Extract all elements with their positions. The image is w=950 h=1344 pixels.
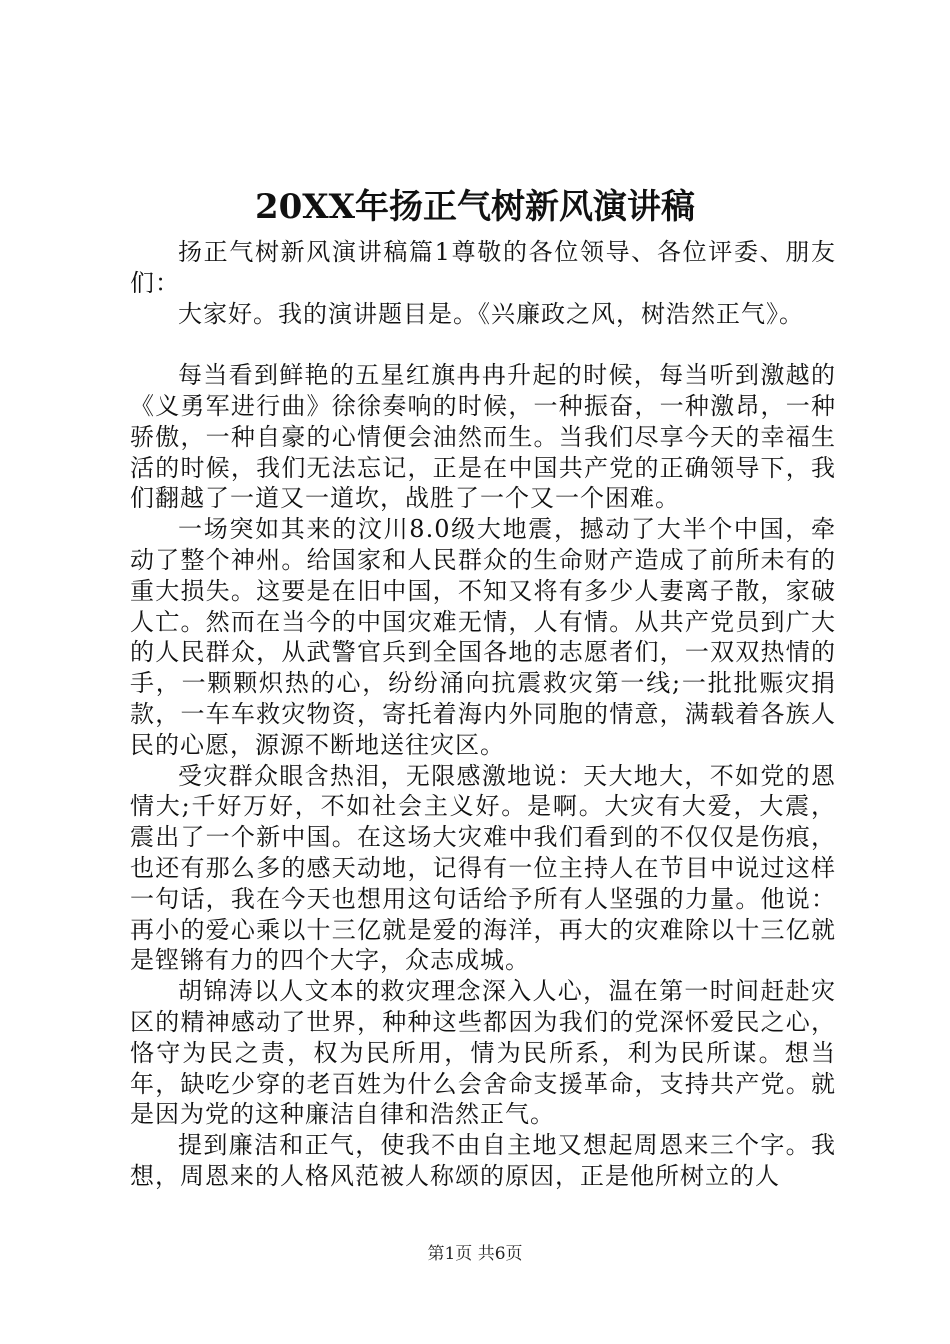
paragraph-relief-concept: 胡锦涛以人文本的救灾理念深入人心，温在第一时间赶赴灾区的精神感动了世界，种种这些都因为我们的党深怀爱民之心，恪守为民之责，权为民所用，情为民所系，利为民所谋。想当年，缺吃少穿的老百姓为什么会舍命支援革命，支持共产党。就是因为党的这种廉洁自律和浩然正气。 [130,977,836,1129]
paragraph-gratitude: 受灾群众眼含热泪，无限感激地说：天大地大，不如党的恩情大;千好万好，不如社会主义好。是啊。大灾有大爱，大震，震出了一个新中国。在这场大灾难中我们看到的不仅仅是伤痕，也还有那么多的感天动地，记得有一位主持人在节目中说过这样一句话，我在今天也想用这句话给予所有人坚强的力量。他说：再小的爱心乘以十三亿就是爱的海洋，再大的灾难除以十三亿就是铿锵有力的四个大字，众志成城。 [130,761,836,975]
paragraph-zhou-enlai: 提到廉洁和正气，使我不由自主地又想起周恩来三个字。我想，周恩来的人格风范被人称颂的原因，正是他所树立的人 [130,1131,836,1190]
paragraph-earthquake: 一场突如其来的汶川8.0级大地震，撼动了大半个中国，牵动了整个神州。给国家和人民群众的生命财产造成了前所未有的重大损失。这要是在旧中国，不知又将有多少人妻离子散，家破人亡。然而在当今的中国灾难无情，人有情。从共产党员到广大的人民群众，从武警官兵到全国各地的志愿者们，一双双热情的手，一颗颗炽热的心，纷纷涌向抗震救灾第一线;一批批赈灾捐款，一车车救灾物资，寄托着海内外同胞的情意，满载着各族人民的心愿，源源不断地送往灾区。 [130,515,836,759]
paragraph-greeting: 扬正气树新风演讲稿篇1尊敬的各位领导、各位评委、朋友们： [130,238,836,297]
document-title: 20XX年扬正气树新风演讲稿 [254,187,696,227]
paragraph-flag: 每当看到鲜艳的五星红旗冉冉升起的时候，每当听到激越的《义勇军进行曲》徐徐奏响的时候，一种振奋，一种激昂，一种骄傲，一种自豪的心情便会油然而生。当我们尽享今天的幸福生活的时候，我们无法忘记，正是在中国共产党的正确领导下，我们翻越了一道又一道坎，战胜了一个又一个困难。 [130,361,836,513]
paragraph-speech-topic: 大家好。我的演讲题目是。《兴廉政之风，树浩然正气》。 [178,299,804,328]
document-body [130,237,836,1192]
page-number-footer: 第1页 共6页 [427,1244,523,1264]
